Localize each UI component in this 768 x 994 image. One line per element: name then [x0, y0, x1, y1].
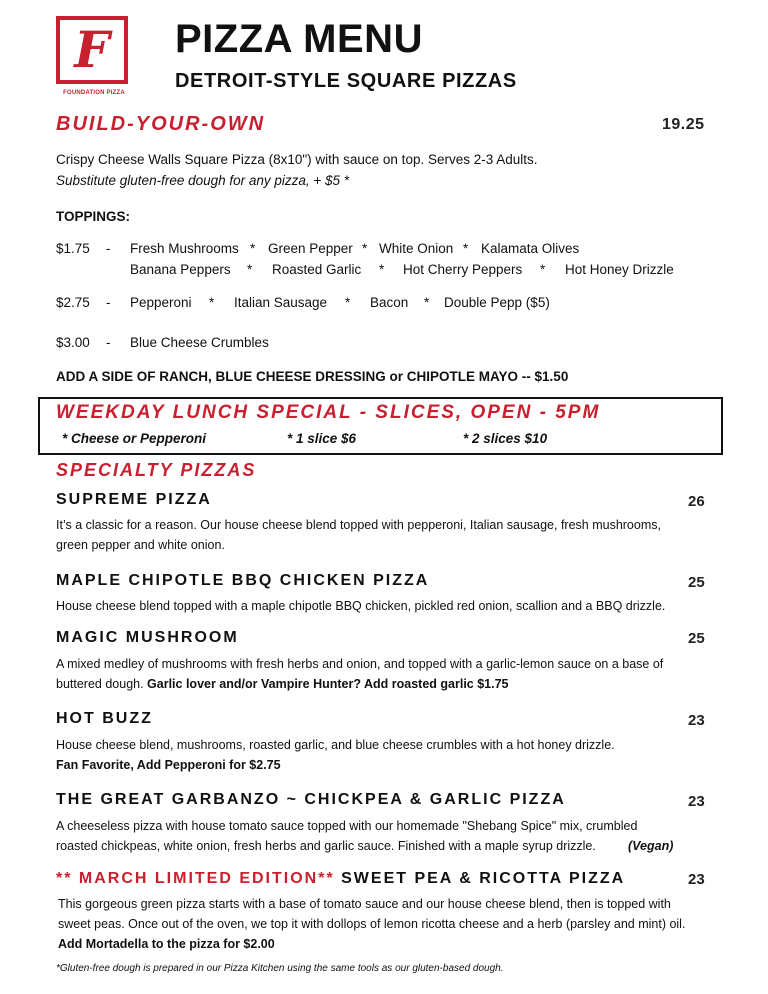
pizza-description: House cheese blend, mushrooms, roasted garlic, and blue cheese crumbles with a hot honey drizzle.: [56, 738, 615, 752]
logo: [56, 16, 128, 84]
topping-price: $2.75: [56, 295, 90, 310]
topping-separator: *: [250, 241, 256, 256]
topping-separator: *: [345, 295, 351, 310]
pizza-description: A cheeseless pizza with house tomato sauce topped with our homemade "Shebang Spice" mix, crumbled: [56, 819, 638, 833]
pizza-name: HOT BUZZ: [56, 710, 153, 727]
lunch-item: * 2 slices $10: [463, 431, 548, 446]
topping-separator: *: [209, 295, 215, 310]
pizza-name: MAGIC MUSHROOM: [56, 629, 239, 646]
pizza-name: SWEET PEA & RICOTTA PIZZA: [341, 870, 626, 887]
pizza-price: 23: [688, 793, 705, 810]
pizza-price: 25: [688, 574, 705, 591]
topping-separator: *: [424, 295, 430, 310]
pizza-name: MAPLE CHIPOTLE BBQ CHICKEN PIZZA: [56, 572, 430, 589]
footnote: *Gluten-free dough is prepared in our Pizza Kitchen using the same tools as our gluten-based dough.: [56, 963, 504, 974]
pizza-extra: Garlic lover and/or Vampire Hunter? Add roasted garlic $1.75: [147, 677, 509, 691]
page-subtitle: DETROIT-STYLE SQUARE PIZZAS: [175, 70, 517, 92]
topping-item: Fresh Mushrooms: [130, 241, 239, 256]
topping-item: White Onion: [379, 241, 454, 256]
topping-item: Hot Cherry Peppers: [403, 262, 523, 277]
topping-item: Kalamata Olives: [481, 241, 580, 256]
limited-edition-label: ** MARCH LIMITED EDITION**: [56, 870, 335, 887]
byo-description: Crispy Cheese Walls Square Pizza (8x10") with sauce on top. Serves 2-3 Adults.: [56, 152, 538, 167]
page-title: PIZZA MENU: [175, 17, 423, 61]
logo-text: FOUNDATION PIZZA: [63, 90, 125, 96]
pizza-description-line: [56, 675, 509, 694]
topping-price: $1.75: [56, 241, 90, 256]
pizza-description: sweet peas. Once out of the oven, we top it with dollops of lemon ricotta cheese and a herb (parsley and mint) oil.: [58, 917, 686, 931]
vegan-tag: (Vegan): [628, 839, 674, 853]
pizza-description: This gorgeous green pizza starts with a base of tomato sauce and our house cheese blend, then is topped with: [58, 897, 671, 911]
byo-heading: BUILD-YOUR-OWN: [56, 113, 266, 135]
pizza-description: roasted chickpeas, white onion, fresh herbs and garlic sauce. Finished with a maple syrup drizzle.: [56, 839, 596, 853]
topping-item: Green Pepper: [268, 241, 353, 256]
topping-dash: -: [106, 295, 111, 310]
pizza-description: A mixed medley of mushrooms with fresh herbs and onion, and topped with a garlic-lemon sauce on a base of: [56, 657, 664, 671]
toppings-label: TOPPINGS:: [56, 209, 131, 224]
topping-separator: *: [247, 262, 253, 277]
byo-gluten-note: Substitute gluten-free dough for any pizza, + $5 *: [56, 173, 350, 188]
topping-item: Roasted Garlic: [272, 262, 362, 277]
topping-separator: *: [540, 262, 546, 277]
pizza-description: House cheese blend topped with a maple chipotle BBQ chicken, pickled red onion, scallion and a BBQ drizzle.: [56, 599, 666, 613]
byo-price: 19.25: [662, 116, 705, 133]
topping-item: Italian Sausage: [234, 295, 328, 310]
topping-separator: *: [463, 241, 469, 256]
topping-item: Hot Honey Drizzle: [565, 262, 674, 277]
pizza-description: green pepper and white onion.: [56, 538, 225, 552]
topping-dash: -: [106, 335, 111, 350]
topping-item: Pepperoni: [130, 295, 192, 310]
topping-item: Banana Peppers: [130, 262, 231, 277]
pizza-price: 25: [688, 630, 705, 647]
pizza-price: 23: [688, 871, 705, 888]
topping-separator: *: [379, 262, 385, 277]
topping-separator: *: [362, 241, 368, 256]
logo-glyph: F: [74, 20, 110, 79]
pizza-name: SUPREME PIZZA: [56, 491, 212, 508]
topping-item: Blue Cheese Crumbles: [130, 335, 269, 350]
topping-item: Double Pepp ($5): [444, 295, 550, 310]
pizza-description: buttered dough.: [56, 677, 148, 691]
pizza-title-line: [56, 870, 625, 888]
pizza-name: THE GREAT GARBANZO ~ CHICKPEA & GARLIC PIZZA: [56, 791, 566, 808]
pizza-price: 26: [688, 493, 705, 510]
topping-price: $3.00: [56, 335, 90, 350]
pizza-description: It’s a classic for a reason. Our house cheese blend topped with pepperoni, Italian sausage, fresh mushrooms,: [56, 518, 661, 532]
lunch-item: * 1 slice $6: [287, 431, 357, 446]
pizza-extra: Fan Favorite, Add Pepperoni for $2.75: [56, 758, 281, 772]
lunch-heading: WEEKDAY LUNCH SPECIAL - SLICES, OPEN - 5PM: [56, 402, 601, 423]
pizza-price: 23: [688, 712, 705, 729]
lunch-item: * Cheese or Pepperoni: [62, 431, 207, 446]
side-note: ADD A SIDE OF RANCH, BLUE CHEESE DRESSING or CHIPOTLE MAYO -- $1.50: [56, 369, 569, 384]
pizza-extra: Add Mortadella to the pizza for $2.00: [58, 937, 275, 951]
topping-dash: -: [106, 241, 111, 256]
topping-item: Bacon: [370, 295, 409, 310]
specialty-heading: SPECIALTY PIZZAS: [56, 460, 257, 480]
